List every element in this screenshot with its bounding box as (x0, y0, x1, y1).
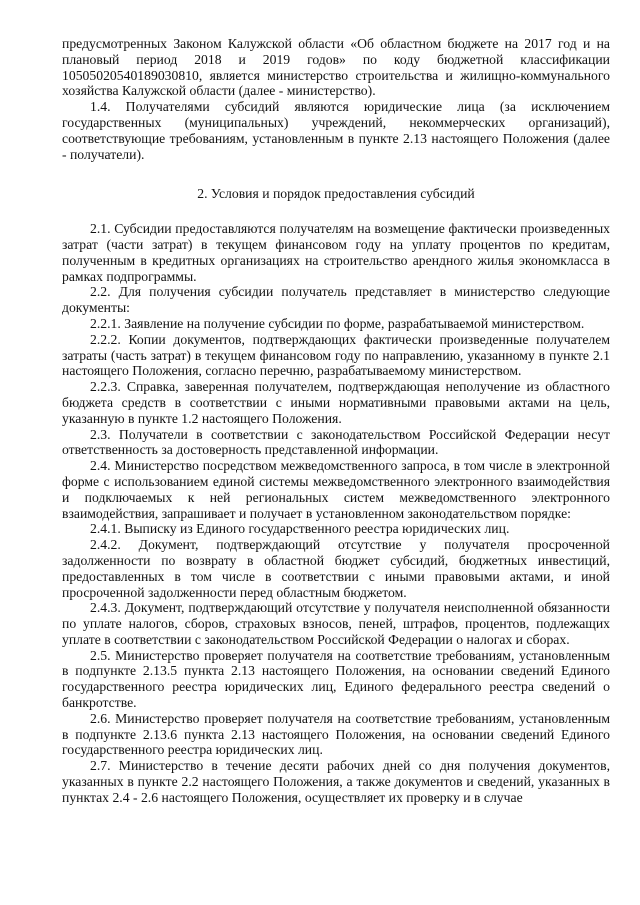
paragraph-2-4-2: 2.4.2. Документ, подтверждающий отсутствие у получателя просроченной задолженности по возврату в областной бюджет субсидий, бюджетных инвестиций, предоставленных в том числе в соответствии с иными правовыми актами, и иной просроченной задолженности перед областным бюджетом. (62, 537, 610, 600)
paragraph-2-2-1: 2.2.1. Заявление на получение субсидии по форме, разрабатываемой министерством. (90, 315, 585, 331)
paragraph-2-4: 2.4. Министерство посредством межведомственного запроса, в том числе в электронной форме с использованием единой системы межведомственного электронного взаимодействия и подключаемых к ней региональных систем межведомственного электронного взаимодействия, запрашивает и получает в установленном законодательством порядке: (62, 458, 610, 521)
paragraph-2-4-1: 2.4.1. Выписку из Единого государственного реестра юридических лиц. (90, 521, 510, 537)
paragraph-2-6: 2.6. Министерство проверяет получателя на соответствие требованиям, установленным в подпункте 2.13.6 пункта 2.13 настоящего Положения, на основании сведений Единого государственного реестра юридических лиц. (62, 710, 610, 758)
paragraph-2-2-3: 2.2.3. Справка, заверенная получателем, подтверждающая неполучение из областного бюджета средств в соответствии с иными нормативными правовыми актами на цель, указанную в пункте 1.2 настоящего Положения. (62, 379, 610, 426)
paragraph-2-1: 2.1. Субсидии предоставляются получателям на возмещение фактически произведенных затрат (части затрат) в текущем финансовом году на уплату процентов по кредитам, полученным в кредитных организациях на строительство арендного жилья экономкласса в рамках подпрограммы. (62, 221, 610, 284)
paragraph-2-2-2: 2.2.2. Копии документов, подтверждающих фактически произведенные получателем затраты (часть затрат) в текущем финансовом году по направлению, указанному в пункте 2.1 настоящего Положения, согласно перечню, разрабатываемому министерством. (62, 331, 610, 379)
section-heading: 2. Условия и порядок предоставления субсидий (197, 186, 475, 202)
paragraph-2-7: 2.7. Министерство в течение десяти рабочих дней со дня получения документов, указанных в пункте 2.2 настоящего Положения, а также документов и сведений, указанных в пунктах 2.4 - 2.6 настоящего Положения, осуществляет их проверку и в случае (62, 758, 610, 805)
paragraph-1-4: 1.4. Получателями субсидий являются юридические лица (за исключением государственных (муниципальных) учреждений, некоммерческих организаций), соответствующие требованиям, установленным в пункте 2.13 настоящего Положения (далее - получатели). (62, 99, 610, 162)
paragraph-2-3: 2.3. Получатели в соответствии с законодательством Российской Федерации несут ответственность за достоверность представленной информации. (62, 426, 610, 458)
paragraph-continuation: предусмотренных Законом Калужской области «Об областном бюджете на 2017 год и на плановый период 2018 и 2019 годов» по коду бюджетной классификации 10505020540189030810, является министерство строительства и жилищно-коммунального хозяйства Калужской области (далее - министерство). (62, 36, 610, 99)
paragraph-2-2: 2.2. Для получения субсидии получатель представляет в министерство следующие документы: (62, 284, 610, 316)
paragraph-2-5: 2.5. Министерство проверяет получателя на соответствие требованиям, установленным в подпункте 2.13.5 пункта 2.13 настоящего Положения, на основании сведений Единого государственного реестра юридических лиц, Единого федерального реестра сведений о банкротстве. (62, 647, 610, 711)
paragraph-2-4-3: 2.4.3. Документ, подтверждающий отсутствие у получателя неисполненной обязанности по уплате налогов, сборов, страховых взносов, пеней, штрафов, процентов, подлежащих уплате в соответствии с законодательством Российской Федерации о налогах и сборах. (62, 600, 610, 647)
